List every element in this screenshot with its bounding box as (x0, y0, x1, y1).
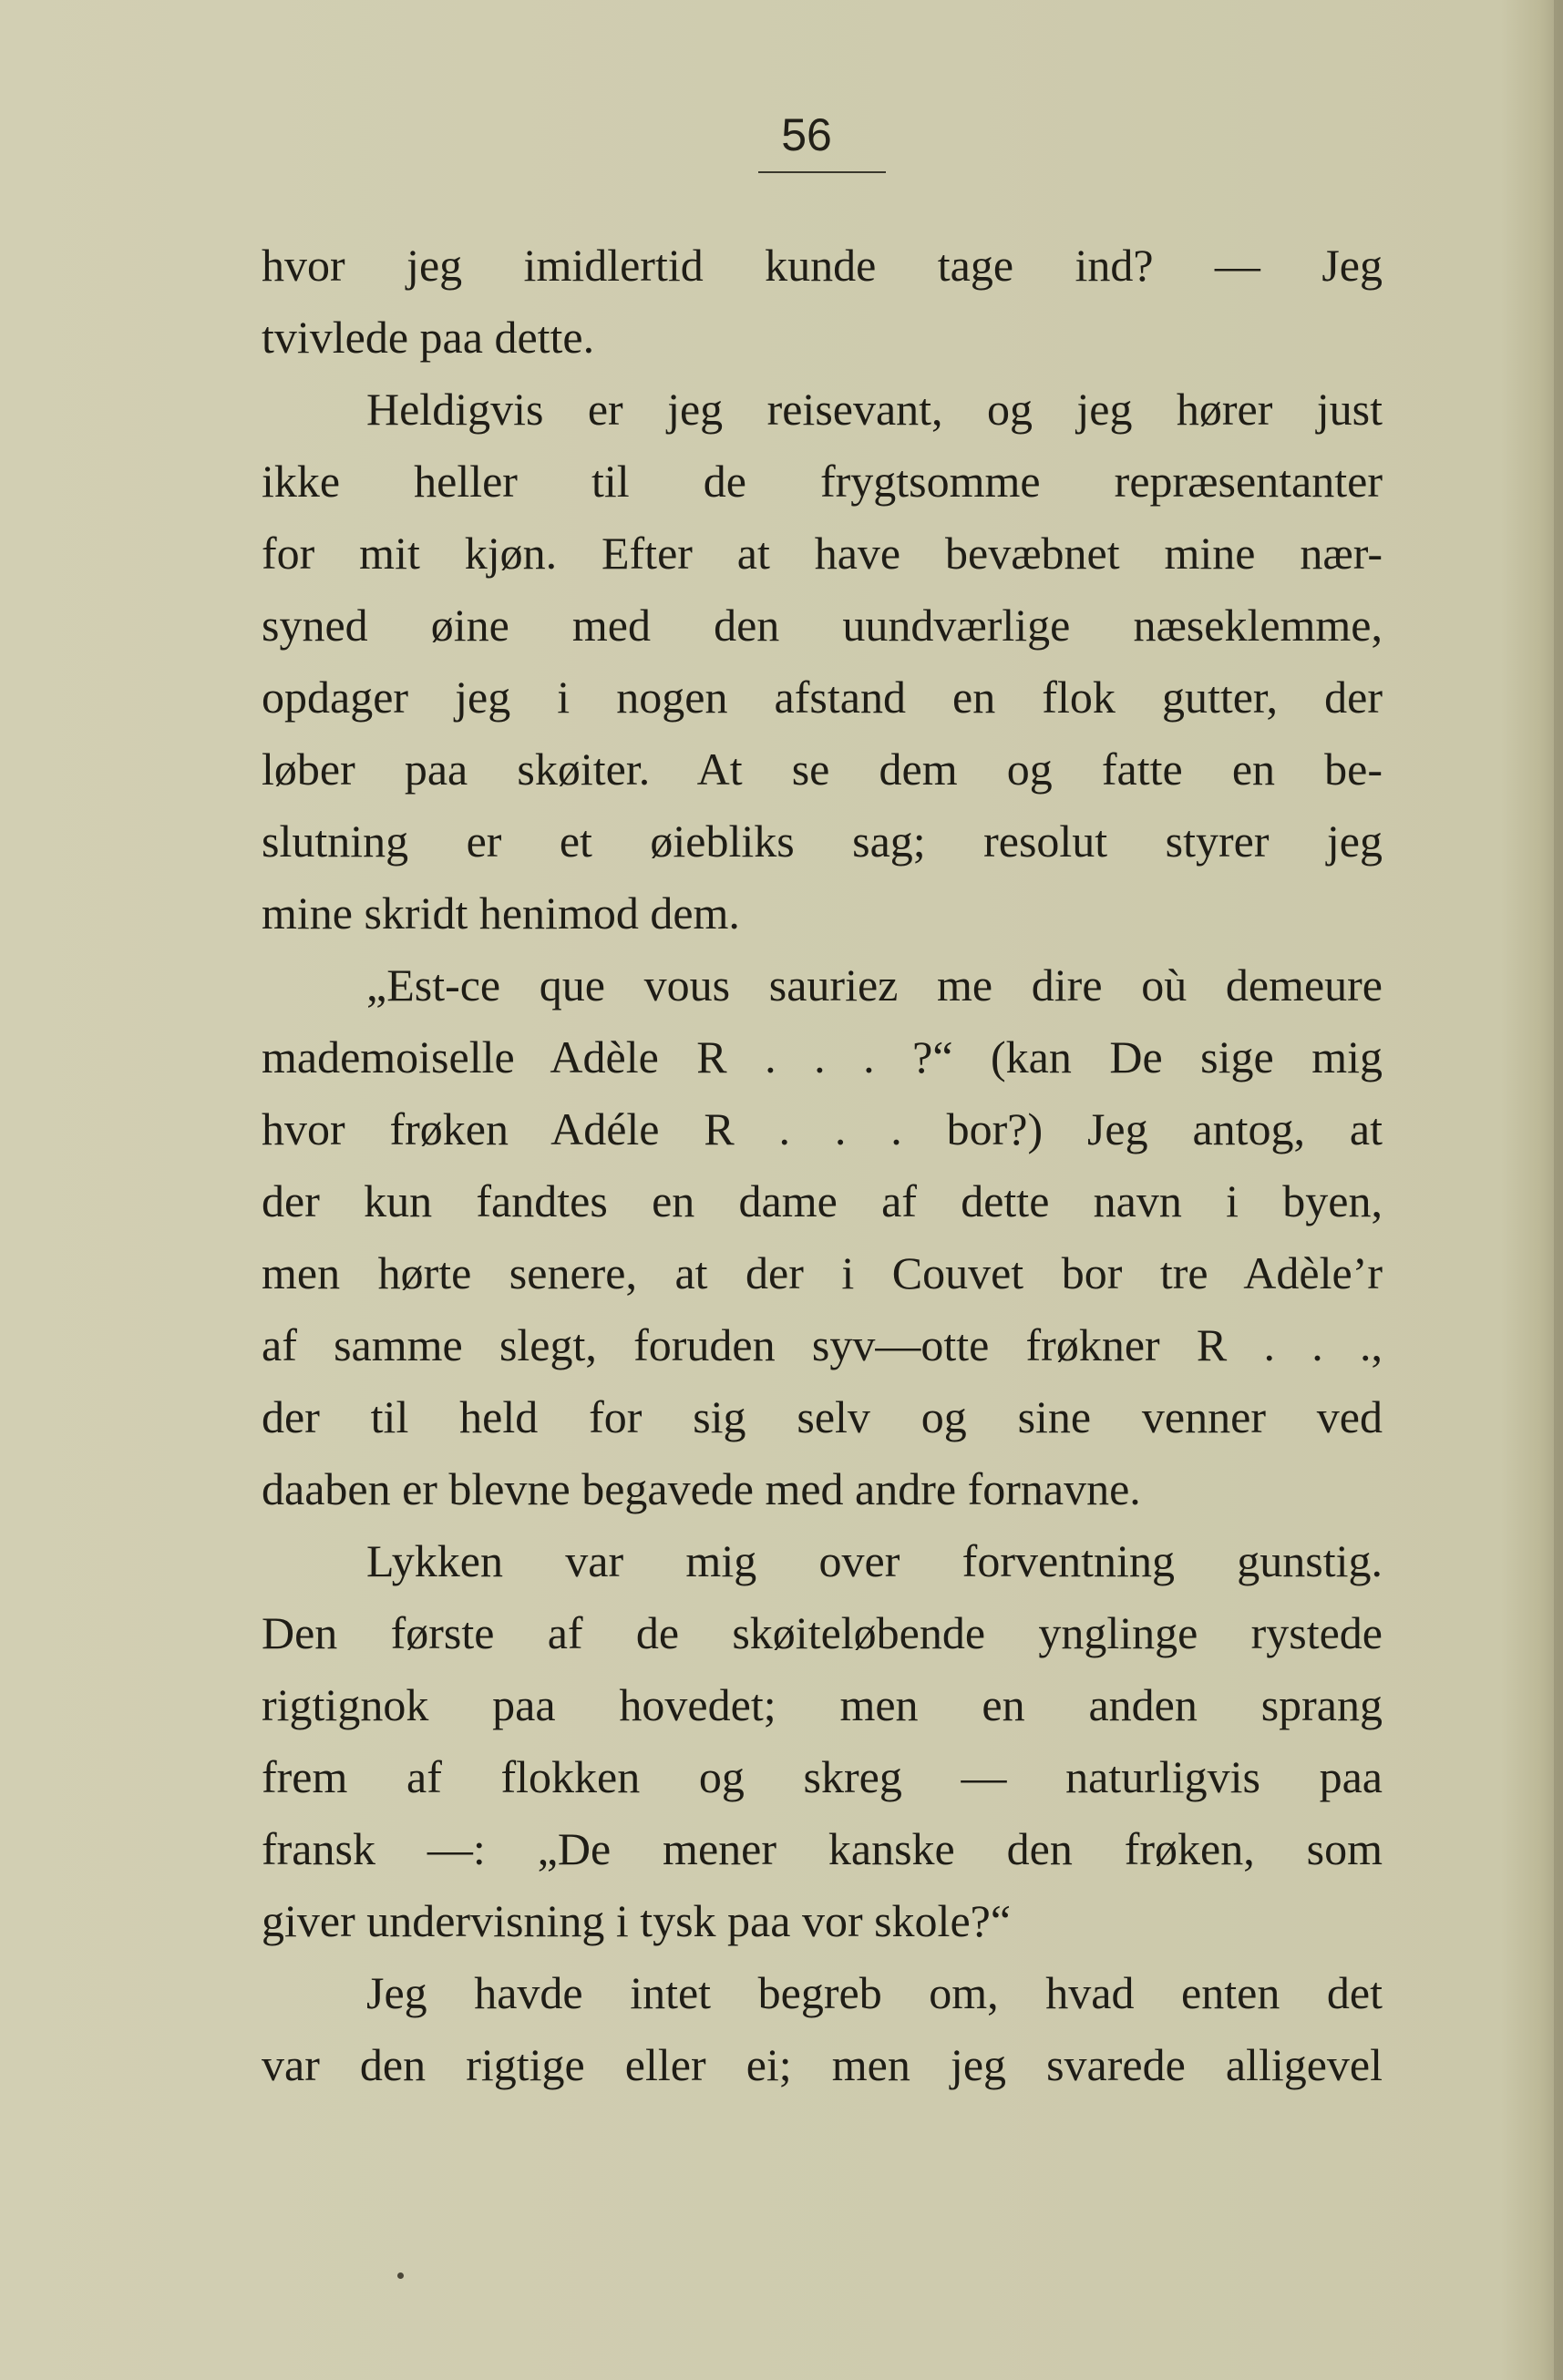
text-line: var den rigtige eller ei; men jeg svarede alligevel (262, 2039, 1383, 2090)
text-line: løber paa skøiter. At se dem og fatte en be- (262, 744, 1383, 795)
text-line: rigtignok paa hovedet; men en anden sprang (262, 1679, 1383, 1730)
page-number: 56 (781, 109, 832, 160)
text-line: hvor frøken Adéle R . . . bor?) Jeg antog, at (262, 1103, 1383, 1154)
text-line: ikke heller til de frygtsomme repræsentanter (262, 456, 1383, 507)
text-line: Jeg havde intet begreb om, hvad enten det (366, 1967, 1383, 2018)
body-text (262, 230, 1383, 2101)
text-line: Den første af de skøiteløbende ynglinge rystede (262, 1607, 1383, 1658)
text-line: mine skridt henimod dem. (262, 887, 740, 939)
text-line: mademoiselle Adèle R . . . ?“ (kan De sige mig (262, 1031, 1383, 1082)
text-line: der til held for sig selv og sine venner ved (262, 1391, 1383, 1442)
text-line: af samme slegt, foruden syv—otte frøkner R . . ., (262, 1319, 1383, 1370)
text-line: fransk —: „De mener kanske den frøken, som (262, 1823, 1383, 1874)
text-line: syned øine med den uundværlige næseklemme, (262, 600, 1383, 651)
page-number-rule (758, 171, 886, 173)
page-edge-shadow (1554, 0, 1563, 2380)
text-line: for mit kjøn. Efter at have bevæbnet mine nær- (262, 528, 1383, 579)
text-line: opdager jeg i nogen afstand en flok gutter, der (262, 672, 1383, 723)
text-line: frem af flokken og skreg — naturligvis paa (262, 1751, 1383, 1802)
text-line: hvor jeg imidlertid kunde tage ind? — Jeg (262, 240, 1383, 291)
text-line: Heldigvis er jeg reisevant, og jeg hører just (366, 384, 1383, 435)
text-line: men hørte senere, at der i Couvet bor tre Adèle’r (262, 1247, 1383, 1298)
text-line: giver undervisning i tysk paa vor skole?“ (262, 1895, 1012, 1946)
text-line: slutning er et øiebliks sag; resolut styrer jeg (262, 816, 1383, 867)
text-line: tvivlede paa dette. (262, 312, 595, 363)
text-line: „Est-ce que vous sauriez me dire où demeure (366, 959, 1383, 1010)
text-line: der kun fandtes en dame af dette navn i byen, (262, 1175, 1383, 1226)
text-line: Lykken var mig over forventning gunstig. (366, 1535, 1383, 1586)
paper-speck (397, 2272, 404, 2279)
text-line: daaben er blevne begavede med andre fornavne. (262, 1463, 1141, 1514)
